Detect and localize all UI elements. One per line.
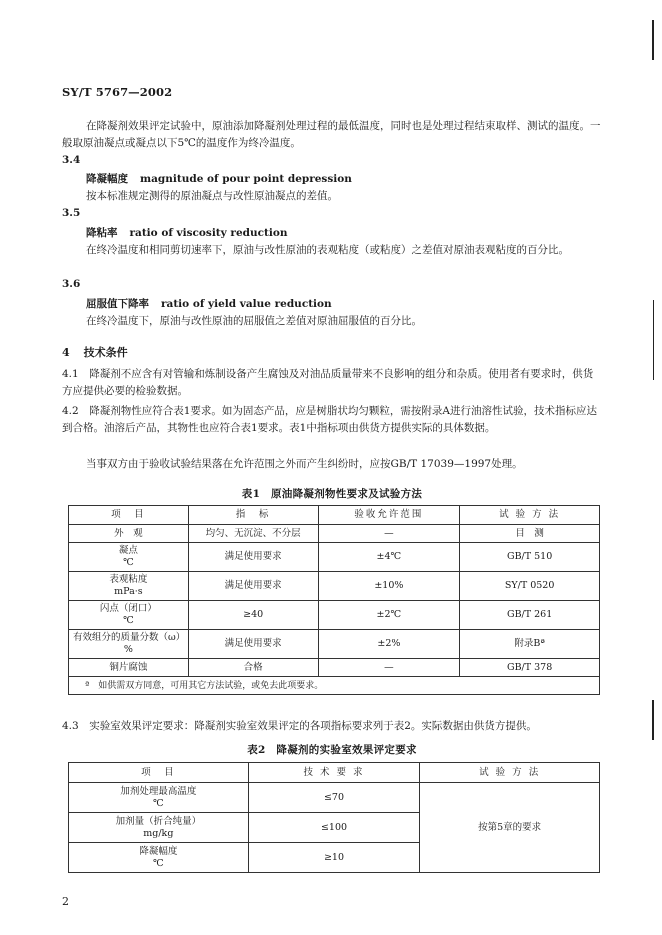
item-unit: ℃ [153, 797, 164, 809]
item-name: 闪点（闭口） [99, 603, 157, 614]
scan-edge-mark [652, 700, 654, 740]
term-cn: 屈服值下降率 [86, 298, 149, 310]
table1-header-item: 项 目 [69, 506, 189, 525]
row-method: GB/T 378 [460, 659, 600, 677]
row-method: 附录Bª [460, 630, 600, 659]
table2-caption: 表2 降凝剂的实验室效果评定要求 [247, 744, 417, 756]
row-range: ±2℃ [318, 601, 460, 630]
term-en: ratio of viscosity reduction [129, 227, 288, 239]
table1-header-range: 验收允许范围 [318, 506, 460, 525]
definition-3-5: 在终冷温度和相同剪切速率下，原油与改性原油的表观粘度（或粘度）之差值对原油表观粘度的百分比。 [86, 244, 569, 256]
table-row [69, 543, 600, 572]
term-cn: 降粘率 [86, 227, 118, 239]
term-en: ratio of yield value reduction [161, 298, 332, 310]
item-unit: ℃ [123, 615, 134, 626]
row-item [69, 543, 189, 572]
table-row [69, 630, 600, 659]
row-range: ±2% [318, 630, 460, 659]
scan-edge-mark [653, 300, 654, 380]
row-range: ±10% [318, 572, 460, 601]
term-en: magnitude of pour point depression [140, 173, 352, 185]
row-range: — [318, 659, 460, 677]
table2-header-row [69, 763, 600, 783]
row-method: GB/T 261 [460, 601, 600, 630]
row-req: ≤100 [248, 813, 420, 843]
table1-header-spec: 指 标 [188, 506, 318, 525]
row-spec: 满足使用要求 [188, 543, 318, 572]
row-item: 铜片腐蚀 [69, 659, 189, 677]
clause-number-3-6: 3.6 [62, 278, 81, 290]
definition-3-4: 按本标准规定测得的原油凝点与改性原油凝点的差值。 [86, 190, 338, 202]
page-number: 2 [62, 895, 69, 908]
row-item: 外 观 [69, 525, 189, 543]
item-unit: % [123, 644, 133, 655]
row-method: 目 测 [460, 525, 600, 543]
item-unit: mg/kg [143, 827, 174, 839]
item-name: 降凝幅度 [139, 845, 178, 857]
row-item [69, 783, 249, 813]
table-row [69, 783, 600, 813]
term-3-4 [86, 171, 352, 186]
item-name: 加剂量（折合纯量） [115, 815, 202, 827]
row-item [69, 813, 249, 843]
row-method: GB/T 510 [460, 543, 600, 572]
definition-3-6: 在终冷温度下，原油与改性原油的屈服值之差值对原油屈服值的百分比。 [86, 315, 422, 327]
table2 [68, 762, 600, 873]
scan-edge-mark [652, 20, 654, 60]
table-row [69, 659, 600, 677]
table-row [69, 601, 600, 630]
table2-header-method: 试 验 方 法 [420, 763, 600, 783]
item-name: 有效组分的质量分数（ω） [73, 632, 186, 643]
item-name: 凝点 [118, 545, 138, 556]
table-row [69, 572, 600, 601]
table1-header-row [69, 506, 600, 525]
table2-header-item: 项 目 [69, 763, 249, 783]
row-item [69, 843, 249, 873]
row-spec: 满足使用要求 [188, 572, 318, 601]
item-unit: mPa·s [114, 586, 143, 597]
row-item [69, 630, 189, 659]
term-3-5 [86, 225, 287, 240]
item-name: 表观粘度 [109, 574, 148, 585]
item-unit: ℃ [123, 557, 134, 568]
table2-method: 按第5章的要求 [420, 783, 600, 873]
table-row [69, 525, 600, 543]
table1-caption: 表1 原油降凝剂物性要求及试验方法 [241, 488, 423, 500]
row-spec: 满足使用要求 [188, 630, 318, 659]
clause-4-1: 4.1 降凝剂不应含有对管输和炼制设备产生腐蚀及对油品质量带来不良影响的组分和杂质。使用者有要求时，供货方应提供必要的检验数据。 [62, 368, 594, 397]
item-name: 加剂处理最高温度 [120, 785, 197, 797]
row-spec: ≥40 [188, 601, 318, 630]
clause-number-3-4: 3.4 [62, 154, 81, 166]
table1 [68, 505, 600, 695]
item-unit: ℃ [153, 857, 164, 869]
row-item [69, 601, 189, 630]
clause-number-3-5: 3.5 [62, 207, 81, 219]
term-cn: 降凝幅度 [86, 173, 128, 185]
table2-header-req: 技 术 要 求 [248, 763, 420, 783]
row-method: SY/T 0520 [460, 572, 600, 601]
dispute-paragraph: 当事双方由于验收试验结果落在允许范围之外而产生纠纷时，应按GB/T 17039—1997处理。 [86, 458, 523, 470]
row-range: ±4℃ [318, 543, 460, 572]
table1-header-method: 试 验 方 法 [460, 506, 600, 525]
section-number: 4 [62, 346, 70, 359]
row-req: ≤70 [248, 783, 420, 813]
clause-4-3: 4.3 实验室效果评定要求：降凝剂实验室效果评定的各项指标要求列于表2。实际数据由供货方提供。 [62, 720, 537, 732]
clause-4-2: 4.2 降凝剂物性应符合表1要求。如为固态产品，应是树脂状均匀颗粒，需按附录A进行油溶性试验，技术指标应达到合格。油溶后产品，其物性也应符合表1要求。表1中指标项由供货方提供实际的具体数据。 [62, 405, 597, 434]
intro-paragraph: 在降凝剂效果评定试验中，原油添加降凝剂处理过程的最低温度，同时也是处理过程结束取样、测试的温度。一般取原油凝点或凝点以下5℃的温度作为终冷温度。 [62, 120, 601, 149]
row-item [69, 572, 189, 601]
term-3-6 [86, 296, 332, 311]
row-range: — [318, 525, 460, 543]
table1-footnote: ª 如供需双方同意，可用其它方法试验，或免去此项要求。 [69, 677, 600, 695]
section-heading-4 [62, 344, 128, 360]
standard-code: SY/T 5767—2002 [62, 85, 173, 99]
row-spec: 均匀、无沉淀、不分层 [188, 525, 318, 543]
table1-footnote-row [69, 677, 600, 695]
row-req: ≥10 [248, 843, 420, 873]
row-spec: 合格 [188, 659, 318, 677]
section-title: 技术条件 [83, 346, 128, 359]
